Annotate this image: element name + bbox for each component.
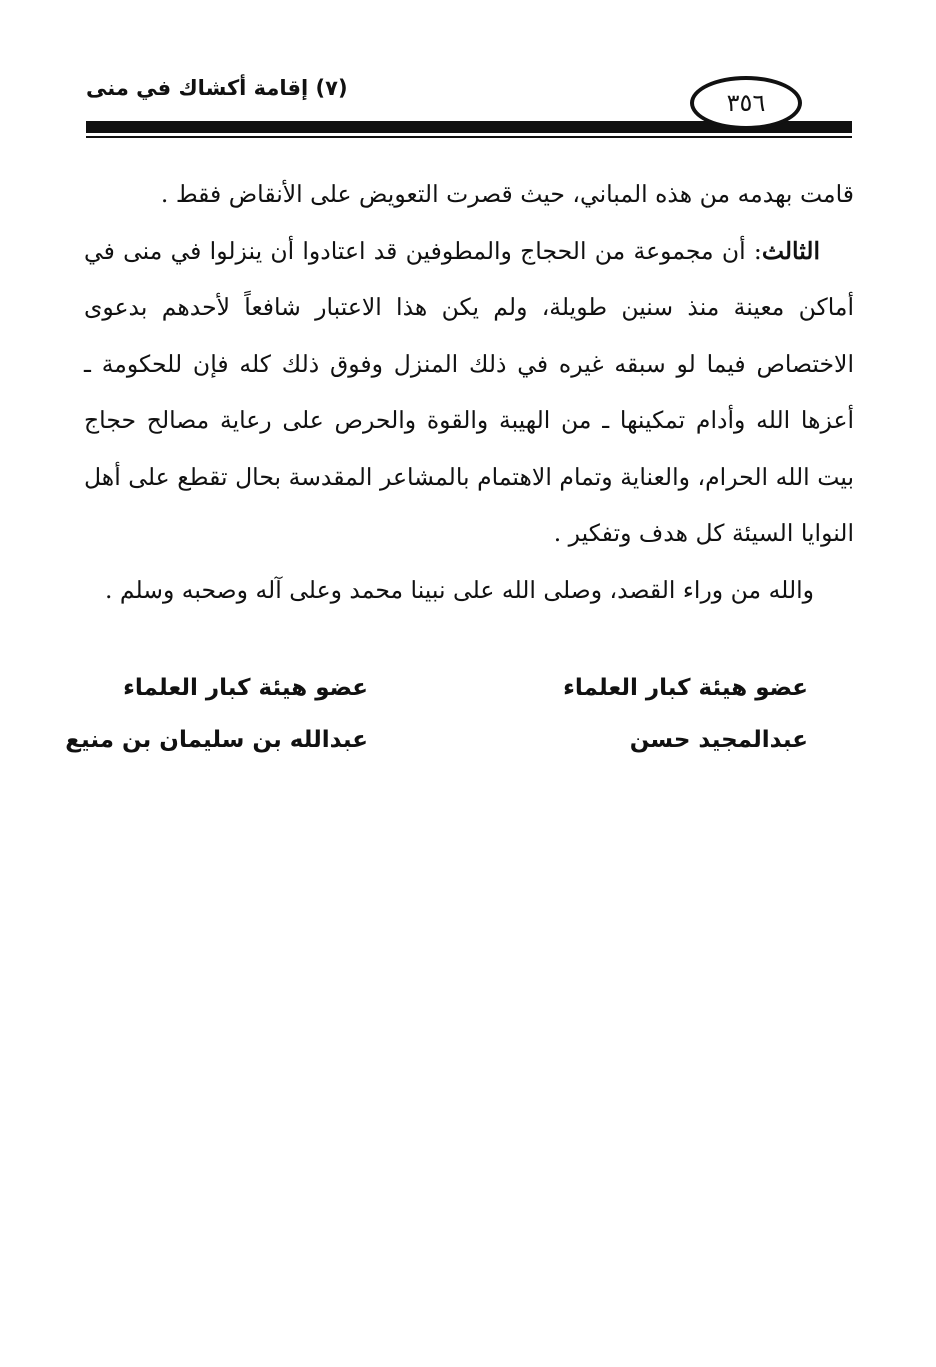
paragraph-3: والله من وراء القصد، وصلى الله على نبينا محمد وعلى آله وصحبه وسلم . xyxy=(104,575,814,604)
signature-left-role: عضو هيئة كبار العلماء xyxy=(123,675,368,701)
signature-right xyxy=(563,662,808,766)
paragraph-1: قامت بهدمه من هذه المباني، حيث قصرت التعويض على الأنقاض فقط . xyxy=(160,180,854,208)
page-number-badge xyxy=(690,76,802,130)
running-title: (٧) إقامة أكشاك في منى xyxy=(86,76,348,100)
signature-left-name: عبدالله بن سليمان بن منيع xyxy=(65,727,368,753)
paragraph-2 xyxy=(84,223,854,562)
signature-right-name: عبدالمجيد حسن xyxy=(629,727,808,753)
paragraph-2-text: : أن مجموعة من الحجاج والمطوفين قد اعتادوا أن ينزلوا في منى في أماكن معينة منذ سنين طويلة، ولم يكن هذا الاعتبار شافعاً لأحدهم بدعوى الاختصاص فيما لو سبقه غيره في ذلك المنزل وفوق ذلك كله فإن للحكومة ـ أعزها الله وأدام تمكينها ـ من الهيبة والقوة والحرص على رعاية مصالح حجاج بيت الله الحرام، والعناية وتمام الاهتمام بالمشاعر المقدسة بحال تقطع على أهل النوايا السيئة كل هدف وتفكير . xyxy=(84,236,854,547)
header-rule-thin xyxy=(86,136,852,138)
signature-left xyxy=(65,662,368,766)
signature-right-role: عضو هيئة كبار العلماء xyxy=(563,675,808,701)
paragraph-2-lead-word: الثالث xyxy=(761,236,820,265)
page-number: ٣٥٦ xyxy=(726,89,766,117)
body-text xyxy=(84,166,854,618)
